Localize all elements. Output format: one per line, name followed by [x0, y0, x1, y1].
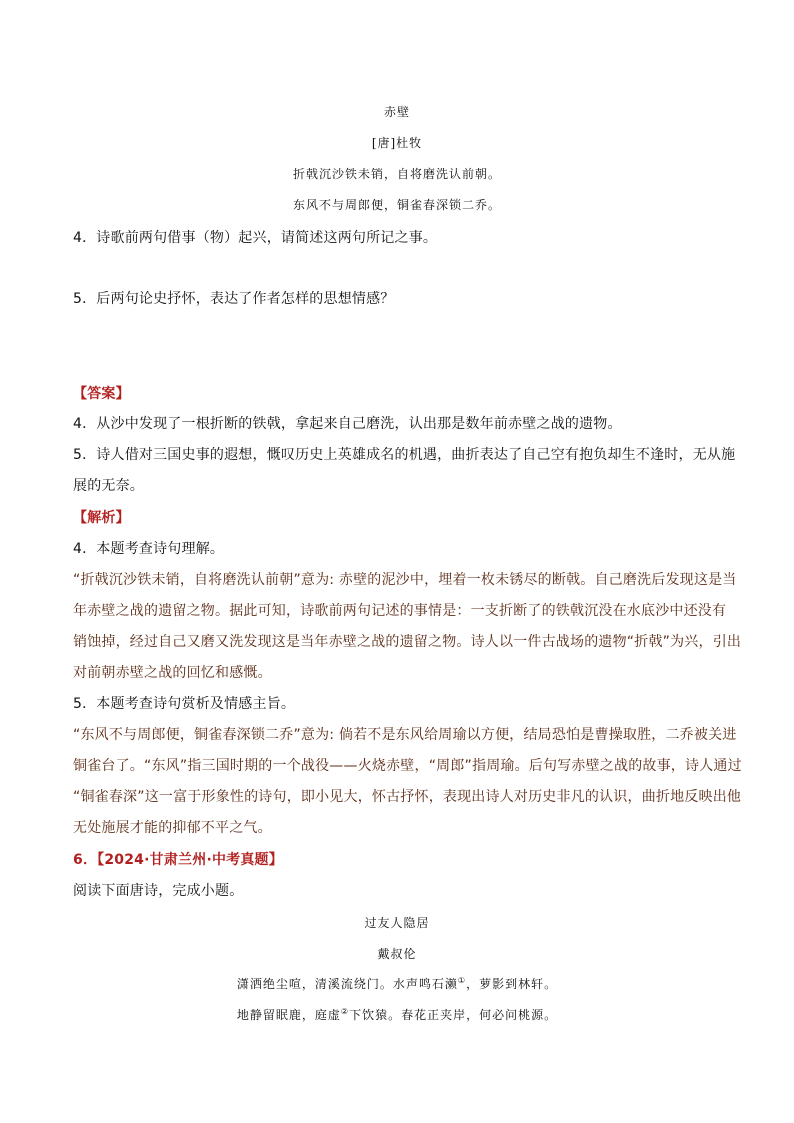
question-6-source: 【2024·甘肃兰州·中考真题】 — [97, 852, 283, 868]
answer-4: 4．从沙中发现了一根折断的铁戟，拿起来自己磨洗，认出那是数年前赤壁之战的遗物。 — [73, 416, 622, 432]
answer-5-line1: 5．诗人借对三国史事的遐想，慨叹历史上英雄成名的机遇，曲折表达了自己空有抱负却生不逢时，无从施 — [73, 447, 736, 463]
answer-heading: 【答案】 — [73, 386, 130, 402]
poem1-line2: 东风不与周郎便，铜雀春深锁二乔。 — [292, 198, 501, 212]
analysis-4-head: 4．本题考查诗句理解。 — [73, 541, 225, 557]
answer-5-line2: 展的无奈。 — [73, 478, 144, 494]
question-5: 5．后两句论史抒怀，表达了作者怎样的思想情感？ — [73, 291, 395, 307]
question-6-header — [73, 849, 283, 869]
poem2-line2-part1: 地静留眠鹿，庭虚 — [236, 1008, 341, 1022]
analysis-5-line1: “东风不与周郎便，铜雀春深锁二乔”意为: 倘若不是东风给周瑜以方便，结局恐怕是曹操取胜，二乔被关进 — [73, 727, 737, 743]
analysis-4-line2: 年赤壁之战的遗留之物。据此可知，诗歌前两句记述的事情是：一支折断了的铁戟沉没在水底沙中还没有 — [73, 603, 727, 619]
question-4: 4．诗歌前两句借事（物）起兴，请简述这两句所记之事。 — [73, 230, 438, 246]
poem2-line1-part1: 潇洒绝尘喧，清溪流绕门。水声鸣石濑 — [236, 977, 458, 991]
footnote-marker-1: ① — [457, 976, 467, 985]
analysis-4-line1: “折戟沉沙铁未销，自将磨洗认前朝”意为: 赤壁的泥沙中，埋着一枚未锈尽的断戟。自己磨洗后发现这是当 — [73, 572, 737, 588]
poem2-line2-part2: 下饮猿。春花正夹岸，何必问桃源。 — [349, 1008, 558, 1022]
poem1-line1: 折戟沉沙铁未销，自将磨洗认前朝。 — [292, 167, 501, 181]
analysis-5-line3: “铜雀春深”这一富于形象性的诗句，即小见大，怀古抒怀，表现出诗人对历史非凡的认识，曲折地反映出他 — [73, 789, 742, 805]
question-6-instruction: 阅读下面唐诗，完成小题。 — [73, 883, 244, 899]
analysis-5-line2: 铜雀台了。“东风”指三国时期的一个战役——火烧赤壁，“周郎”指周瑜。后句写赤壁之战的故事，诗人通过 — [73, 758, 742, 774]
poem1-title: 赤壁 — [383, 105, 410, 119]
analysis-5-line4: 无处施展才能的抑郁不平之气。 — [73, 820, 272, 836]
poem2-line1-part2: ，萝影到林轩。 — [466, 977, 558, 991]
question-6-number: 6． — [73, 852, 98, 868]
poem1-author: [唐]杜牧 — [371, 136, 423, 150]
poem2-line2 — [0, 1006, 794, 1023]
analysis-5-head: 5．本题考查诗句赏析及情感主旨。 — [73, 696, 296, 712]
analysis-heading: 【解析】 — [73, 510, 130, 526]
poem2-line1 — [0, 975, 794, 992]
analysis-4-line3: 销蚀掉，经过自己又磨又洗发现这是当年赤壁之战的遗留之物。诗人以一件古战场的遗物“折戟”为兴，引出 — [73, 634, 742, 650]
analysis-4-line4: 对前朝赤壁之战的回忆和感慨。 — [73, 665, 272, 681]
poem2-author: 戴叔伦 — [377, 947, 417, 961]
footnote-marker-2: ② — [340, 1007, 350, 1016]
poem2-title: 过友人隐居 — [364, 916, 430, 930]
